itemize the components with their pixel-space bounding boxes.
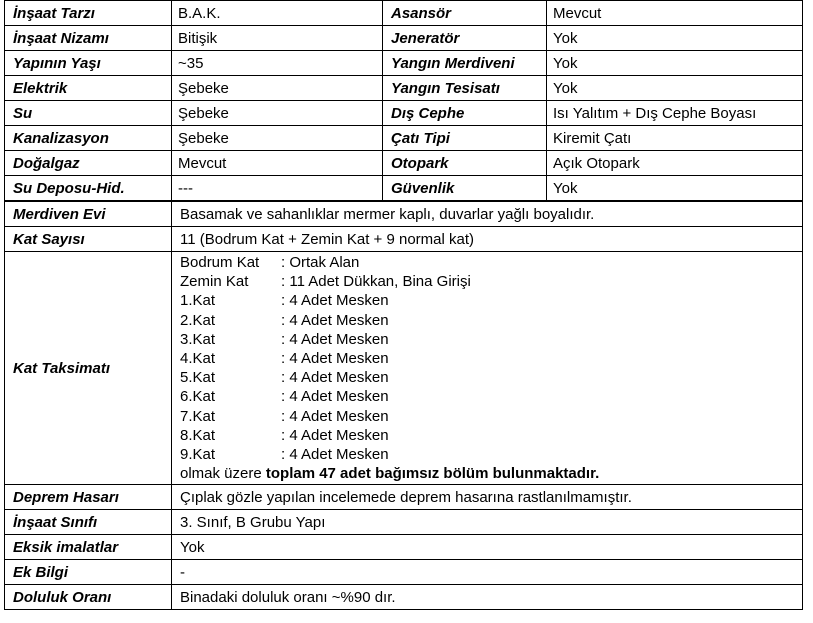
floor-line — [180, 387, 796, 406]
grid-row — [5, 101, 803, 126]
grid-value: Yok — [547, 76, 803, 101]
deprem-label: Deprem Hasarı — [5, 485, 172, 510]
grid-label: Kanalizasyon — [5, 126, 172, 151]
grid-value: Mevcut — [547, 1, 803, 26]
ek-bilgi-label: Ek Bilgi — [5, 560, 172, 585]
grid-value: Şebeke — [172, 76, 383, 101]
kat-summary-prefix: olmak üzere — [180, 465, 266, 483]
grid-label: Yapının Yaşı — [5, 51, 172, 76]
floor-line — [180, 349, 796, 368]
grid-label: Elektrik — [5, 76, 172, 101]
floor-name: 6.Kat — [180, 388, 216, 406]
floor-name: Zemin Kat — [180, 273, 249, 291]
grid-row — [5, 26, 803, 51]
floor-desc: : 4 Adet Mesken — [281, 311, 389, 329]
floor-desc: : 4 Adet Mesken — [281, 407, 389, 425]
floor-desc: : 4 Adet Mesken — [281, 388, 389, 406]
floor-line — [180, 407, 796, 426]
grid-row — [5, 76, 803, 101]
grid-value: Mevcut — [172, 151, 383, 176]
kat-summary — [180, 464, 796, 483]
deprem-value: Çıplak gözle yapılan incelemede deprem hasarına rastlanılmamıştır. — [172, 485, 803, 510]
ek-bilgi-value: - — [172, 560, 803, 585]
kat-taksimati-value — [172, 252, 803, 485]
kat-sayisi-row — [5, 227, 803, 252]
grid-value: Isı Yalıtım + Dış Cephe Boyası — [547, 101, 803, 126]
floor-name: 8.Kat — [180, 426, 216, 444]
grid-value: Açık Otopark — [547, 151, 803, 176]
floor-line — [180, 330, 796, 349]
merdiven-value: Basamak ve sahanlıklar mermer kaplı, duvarlar yağlı boyalıdır. — [172, 201, 803, 227]
grid-label: Yangın Tesisatı — [383, 76, 547, 101]
floor-desc: : 11 Adet Dükkan, Bina Girişi — [281, 273, 471, 291]
floor-name: 9.Kat — [180, 446, 216, 464]
merdiven-label: Merdiven Evi — [5, 201, 172, 227]
insaat-sinifi-value: 3. Sınıf, B Grubu Yapı — [172, 510, 803, 535]
floor-name: 3.Kat — [180, 330, 216, 348]
floor-name: 2.Kat — [180, 311, 216, 329]
kat-taksimati-label: Kat Taksimatı — [5, 252, 172, 485]
building-grid — [5, 1, 803, 610]
floor-desc: : 4 Adet Mesken — [281, 292, 389, 310]
grid-value: Yok — [547, 176, 803, 202]
floor-line — [180, 445, 796, 464]
grid-row — [5, 151, 803, 176]
floor-list — [180, 253, 796, 464]
floor-name: 7.Kat — [180, 407, 216, 425]
floor-name: 5.Kat — [180, 369, 216, 387]
grid-label: Çatı Tipi — [383, 126, 547, 151]
grid-label: Yangın Merdiveni — [383, 51, 547, 76]
eksik-value: Yok — [172, 535, 803, 560]
grid-label: Otopark — [383, 151, 547, 176]
grid-label: Asansör — [383, 1, 547, 26]
floor-desc: : 4 Adet Mesken — [281, 446, 389, 464]
grid-value: Yok — [547, 26, 803, 51]
floor-line — [180, 291, 796, 310]
kat-sayisi-label: Kat Sayısı — [5, 227, 172, 252]
doluluk-row — [5, 585, 803, 610]
grid-value: Şebeke — [172, 126, 383, 151]
floor-name: 1.Kat — [180, 292, 216, 310]
grid-value: Kiremit Çatı — [547, 126, 803, 151]
kat-taksimati-row — [5, 252, 803, 485]
grid-label: Dış Cephe — [383, 101, 547, 126]
floor-desc: : Ortak Alan — [281, 254, 360, 271]
grid-value: Yok — [547, 51, 803, 76]
kat-summary-total: toplam 47 adet bağımsız bölüm bulunmaktadır. — [265, 465, 600, 483]
floor-line — [180, 426, 796, 445]
grid-label: Doğalgaz — [5, 151, 172, 176]
grid-value: --- — [172, 176, 383, 202]
grid-row — [5, 126, 803, 151]
insaat-sinifi-label: İnşaat Sınıfı — [5, 510, 172, 535]
floor-line — [180, 311, 796, 330]
floor-desc: : 4 Adet Mesken — [281, 369, 389, 387]
grid-label: Güvenlik — [383, 176, 547, 202]
floor-line — [180, 272, 796, 291]
floor-desc: : 4 Adet Mesken — [281, 330, 389, 348]
grid-row — [5, 51, 803, 76]
doluluk-label: Doluluk Oranı — [5, 585, 172, 610]
kat-sayisi-value: 11 (Bodrum Kat + Zemin Kat + 9 normal kat) — [172, 227, 803, 252]
grid-value: B.A.K. — [172, 1, 383, 26]
eksik-label: Eksik imalatlar — [5, 535, 172, 560]
grid-label: Su Deposu-Hid. — [5, 176, 172, 202]
merdiven-row — [5, 201, 803, 227]
grid-row — [5, 176, 803, 202]
grid-value: ~35 — [172, 51, 383, 76]
building-info-table — [4, 0, 803, 610]
grid-label: Su — [5, 101, 172, 126]
grid-value: Bitişik — [172, 26, 383, 51]
grid-label: İnşaat Nizamı — [5, 26, 172, 51]
grid-label: İnşaat Tarzı — [5, 1, 172, 26]
eksik-row — [5, 535, 803, 560]
ek-bilgi-row — [5, 560, 803, 585]
insaat-sinifi-row — [5, 510, 803, 535]
grid-label: Jeneratör — [383, 26, 547, 51]
doluluk-value: Binadaki doluluk oranı ~%90 dır. — [172, 585, 803, 610]
grid-value: Şebeke — [172, 101, 383, 126]
grid-row — [5, 1, 803, 26]
deprem-row — [5, 485, 803, 510]
floor-desc: : 4 Adet Mesken — [281, 350, 389, 368]
floor-line — [180, 253, 796, 272]
floor-desc: : 4 Adet Mesken — [281, 426, 389, 444]
floor-name: 4.Kat — [180, 350, 216, 368]
floor-name: Bodrum Kat — [180, 254, 260, 271]
floor-line — [180, 368, 796, 387]
